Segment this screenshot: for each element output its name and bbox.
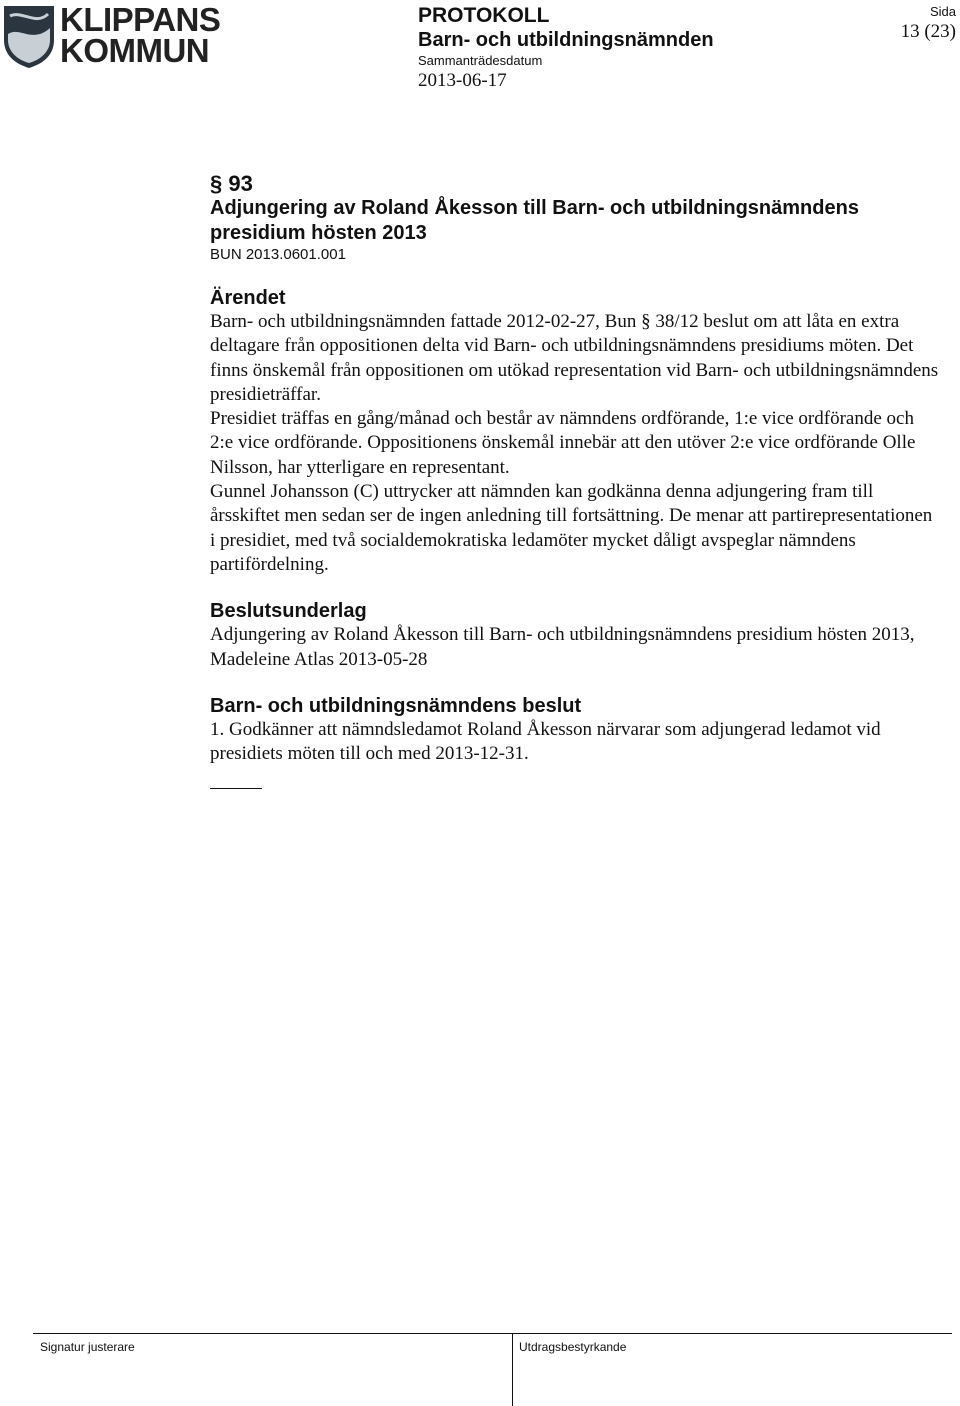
shield-icon [2, 4, 58, 70]
meeting-date-label: Sammanträdesdatum [418, 53, 543, 68]
footer-divider [512, 1333, 513, 1406]
paragraph-1: Barn- och utbildningsnämnden fattade 2012-02-27, Bun § 38/12 beslut om att låta en extra deltagare från oppositionen delta vid Barn- och utbildningsnämndens presidiums möten. Det finns önskemål från oppositionen om utökad representation vid Barn- och utbildningsnämndens presidieträffar. [210, 311, 939, 405]
paragraph-2: Presidiet träffas en gång/månad och består av nämndens ordförande, 1:e vice ordförande och 2:e vice ordförande. Oppositionens önskemål innebär att den utöver 2:e vice ordförande Olle Nilsson, har ytterligare en representant. [210, 408, 916, 478]
section-heading: Beslutsunderlag [210, 600, 367, 623]
case-reference-number: BUN 2013.0601.001 [210, 246, 346, 263]
signature-field-label: Signatur justerare [40, 1340, 135, 1354]
logo-line-1: KLIPPANS [60, 1, 221, 38]
section-heading: Barn- och utbildningsnämndens beslut [210, 694, 582, 717]
case-title-line-2: presidium hösten 2013 [210, 222, 427, 244]
case-title-line-1: Adjungering av Roland Åkesson till Barn- och utbildningsnämndens [210, 197, 859, 219]
footer-line [33, 1333, 952, 1334]
meeting-date: 2013-06-17 [418, 70, 507, 91]
paragraph-3: Gunnel Johansson (C) uttrycker att nämnden kan godkänna denna adjungering fram till årsskiftet men sedan ser de ingen anledning till fortsättning. De menar att partirepresentationen i presidiet, med två socialdemokratiska ledamöter mycket dåligt avspeglar nämndens partifördelning. [210, 481, 933, 575]
page-number: 13 (23) [900, 21, 956, 42]
page-label: Sida [929, 4, 956, 19]
certification-field-label: Utdragsbestyrkande [519, 1340, 627, 1354]
logo-line-2: KOMMUN [60, 32, 210, 69]
document-type: PROTOKOLL [418, 4, 550, 27]
section-beslut [210, 694, 940, 767]
decision-item-1: 1. Godkänner att nämndsledamot Roland Åkesson närvarar som adjungerad ledamot vid presidiets möten till och med 2013-12-31. [210, 718, 881, 765]
section-arendet [210, 286, 940, 577]
end-rule [210, 788, 262, 789]
paragraph-1: Adjungering av Roland Åkesson till Barn- och utbildningsnämndens presidium hösten 2013, Madeleine Atlas 2013-05-28 [210, 624, 915, 670]
protocol-content [210, 172, 940, 789]
section-beslutsunderlag [210, 599, 940, 672]
signature-footer [0, 1333, 960, 1406]
committee-name: Barn- och utbildningsnämnden [418, 29, 714, 51]
municipality-logo [2, 1, 221, 70]
paragraph-number: § 93 [210, 171, 253, 196]
section-heading: Ärendet [210, 287, 286, 309]
